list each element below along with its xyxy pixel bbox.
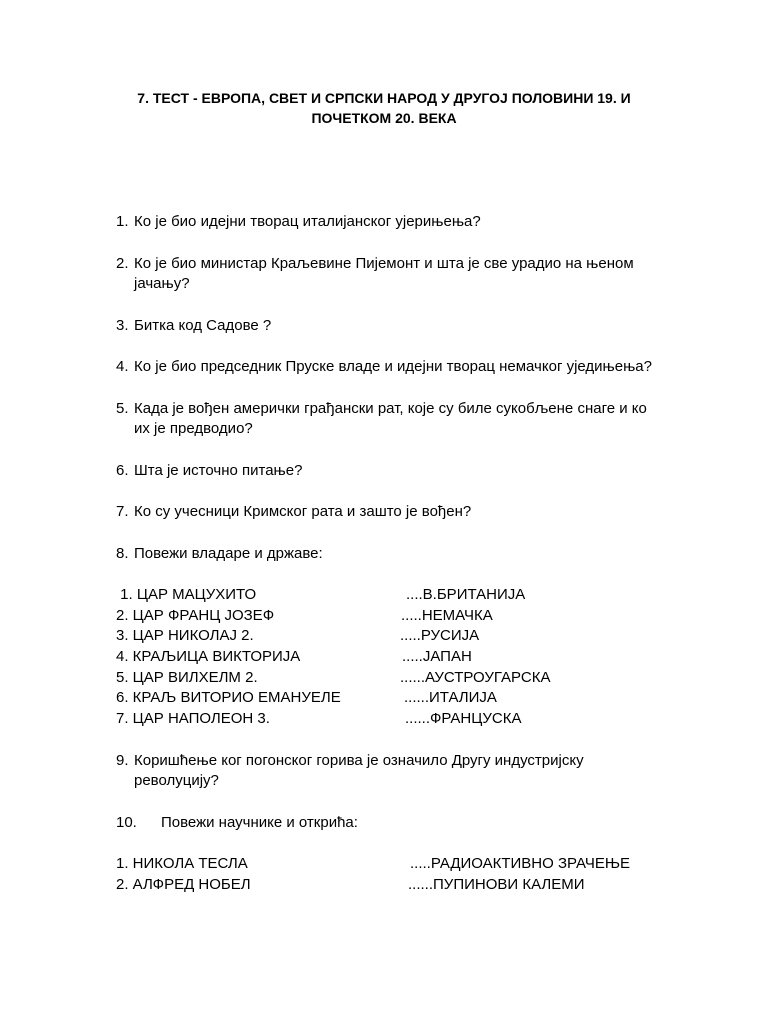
matching-row: [116, 668, 656, 689]
question-6: [116, 461, 656, 482]
ruler-item: 5. ЦАР ВИЛХЕЛМ 2.: [116, 668, 258, 686]
question-number: 6.: [116, 461, 129, 479]
question-number: 5.: [116, 399, 129, 417]
matching-row: [116, 585, 656, 606]
country-item: .....ЈАПАН: [402, 648, 472, 666]
ruler-item: 4. КРАЉИЦА ВИКТОРИЈА: [116, 648, 301, 666]
ruler-item: 1. ЦАР МАЦУХИТО: [116, 586, 257, 603]
question-number: 3.: [116, 316, 129, 334]
question-1: [116, 212, 656, 233]
question-8: [116, 544, 656, 565]
question-number: 9.: [116, 751, 129, 769]
question-text: Ко је био министар Краљевине Пијемонт и шта је све урадио на њеном јачању?: [134, 254, 634, 292]
country-item: .....РУСИЈА: [400, 627, 480, 645]
question-text: Ко је био председник Пруске владе и идејни творац немачког уједињења?: [134, 358, 652, 375]
scientist-item: 1. НИКОЛА ТЕСЛА: [116, 855, 248, 873]
question-number: 4.: [116, 358, 129, 375]
question-4: [116, 357, 656, 378]
question-text: Коришћење ког погонског горива је означило Другу индустријску револуцију?: [134, 751, 584, 790]
question-number: 2.: [116, 254, 129, 272]
question-text: Шта је источно питање?: [134, 461, 303, 479]
question-3: [116, 316, 656, 337]
question-7: [116, 502, 656, 523]
scientist-item: 2. АЛФРЕД НОБЕЛ: [116, 876, 251, 893]
question-2: [116, 254, 656, 295]
title-line-1: 7. ТЕСТ - ЕВРОПА, СВЕТ И СРПСКИ НАРОД У ДРУГОЈ ПОЛОВИНИ 19. И: [137, 90, 631, 106]
matching-row: [116, 626, 656, 647]
question-text: Када је вођен амерички грађански рат, које су биле сукобљене снаге и ко их је предводио?: [134, 399, 647, 437]
matching-row: [116, 606, 656, 627]
ruler-item: 3. ЦАР НИКОЛАЈ 2.: [116, 627, 254, 645]
rulers-matching-list: [116, 585, 656, 730]
question-9: [116, 751, 656, 792]
question-number: 7.: [116, 503, 129, 520]
question-number: 1.: [116, 213, 129, 230]
document-title: [120, 88, 648, 128]
matching-row: [116, 875, 656, 896]
scientists-matching-list: [116, 854, 656, 895]
question-number: 8.: [116, 544, 129, 562]
ruler-item: 7. ЦАР НАПОЛЕОН 3.: [116, 710, 270, 728]
document-body: [116, 212, 656, 917]
country-item: ......АУСТРОУГАРСКА: [400, 668, 551, 686]
matching-row: [116, 647, 656, 668]
question-number: 10.: [116, 813, 137, 831]
country-item: ......ИТАЛИЈА: [404, 689, 497, 707]
matching-row: [116, 709, 656, 730]
matching-row: [116, 854, 656, 875]
question-5: [116, 399, 656, 440]
question-text: Повежи научнике и открића:: [161, 813, 358, 831]
title-line-2: ПОЧЕТКОМ 20. ВЕКА: [311, 110, 457, 126]
question-text: Битка код Садове ?: [134, 316, 272, 334]
country-item: .....НЕМАЧКА: [401, 606, 493, 624]
ruler-item: 2. ЦАР ФРАНЦ ЈОЗЕФ: [116, 606, 275, 624]
discovery-item: .....РАДИОАКТИВНО ЗРАЧЕЊЕ: [410, 855, 631, 873]
country-item: ......ФРАНЦУСКА: [405, 710, 522, 728]
question-text: Ко је био идејни творац италијанског ујерињења?: [134, 213, 481, 230]
matching-row: [116, 688, 656, 709]
question-text: Повежи владаре и државе:: [134, 544, 323, 562]
question-10: [116, 813, 656, 834]
question-text: Ко су учесници Кримског рата и зашто је вођен?: [134, 503, 472, 520]
discovery-item: ......ПУПИНОВИ КАЛЕМИ: [408, 876, 585, 893]
country-item: ....В.БРИТАНИЈА: [406, 586, 526, 603]
ruler-item: 6. КРАЉ ВИТОРИО ЕМАНУЕЛЕ: [116, 689, 341, 707]
